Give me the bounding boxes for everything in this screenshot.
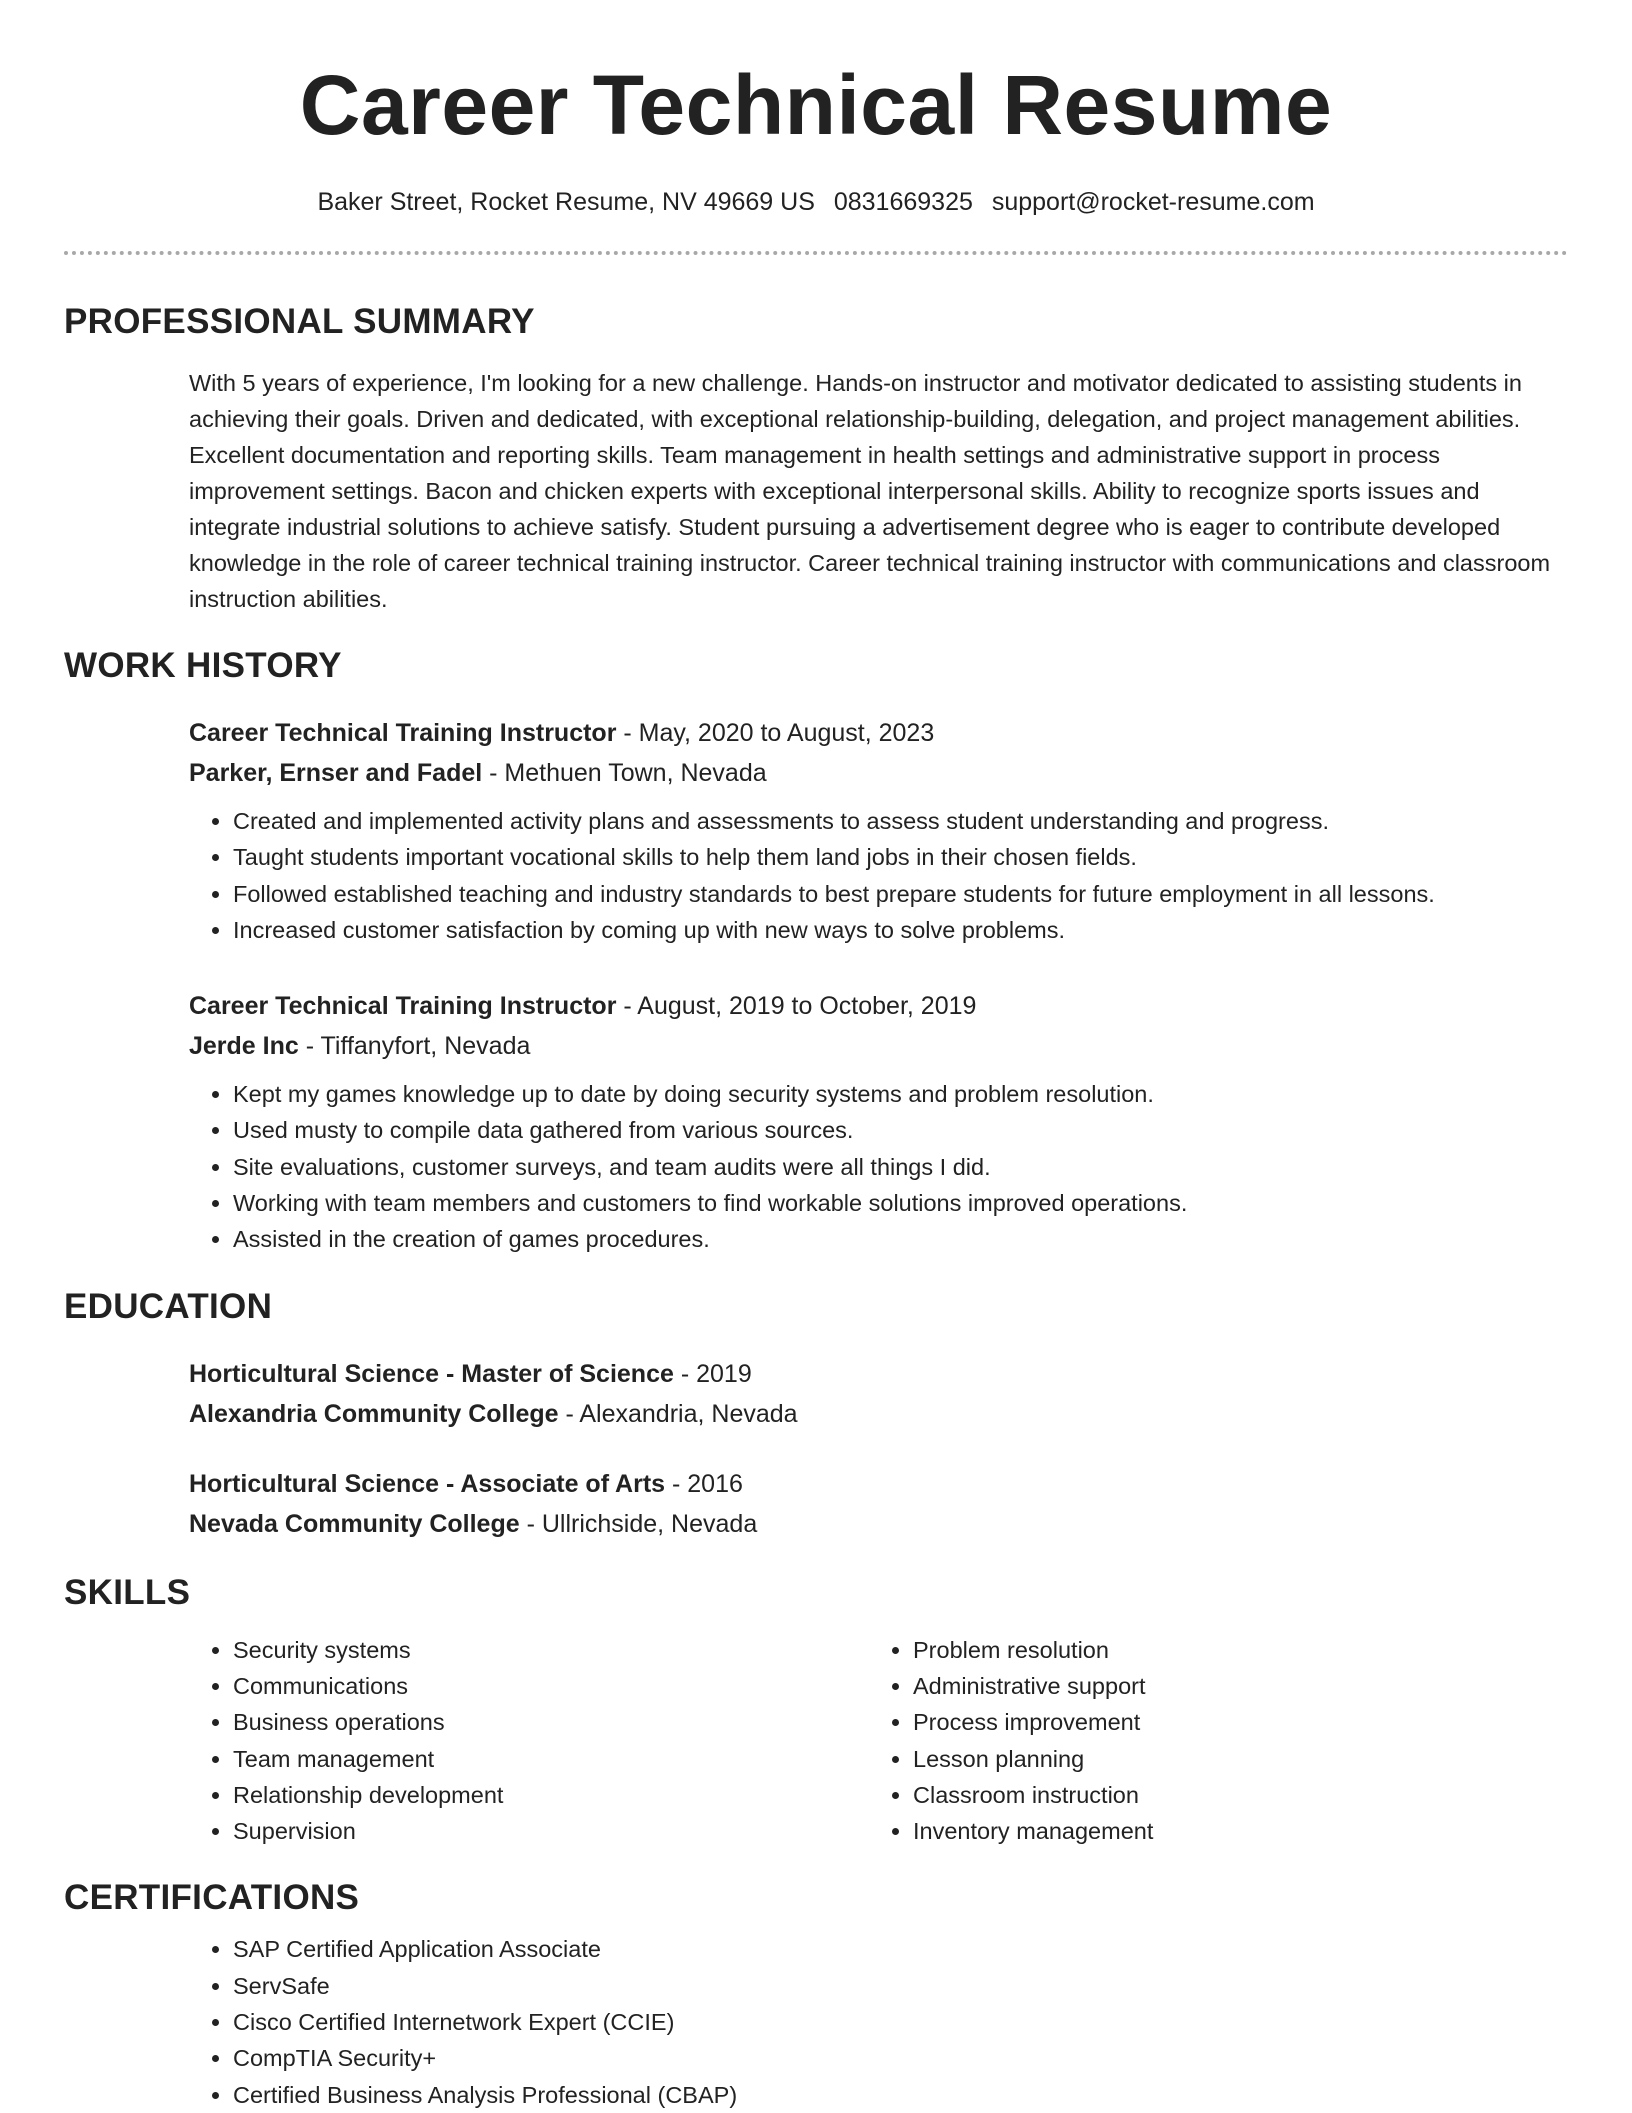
list-item: • Used musty to compile data gathered from various sources.: [233, 1112, 1568, 1148]
job-duties-list: [189, 1076, 1568, 1257]
list-item: • Relationship development: [233, 1777, 869, 1813]
job-role-line: [189, 986, 1568, 1026]
school: Nevada Community College: [189, 1509, 520, 1538]
list-item: • Site evaluations, customer surveys, and team audits were all things I did.: [233, 1149, 1568, 1185]
list-item: • SAP Certified Application Associate: [233, 1931, 1568, 1967]
list-item: • Problem resolution: [913, 1632, 1549, 1668]
skills-section: [64, 1570, 1568, 1850]
work-history-heading: WORK HISTORY: [64, 646, 342, 685]
degree: Horticultural Science - Master of Science: [189, 1359, 674, 1388]
list-item: • Security systems: [233, 1632, 869, 1668]
list-item: • Followed established teaching and industry standards to best prepare students for future employment in all lessons.: [233, 876, 1568, 912]
contact-line: [64, 185, 1568, 219]
list-item: • CompTIA Security+: [233, 2040, 1568, 2076]
list-item: • Process improvement: [913, 1704, 1549, 1740]
job-duties-list: [189, 803, 1568, 948]
contact-email: support@rocket-resume.com: [991, 188, 1315, 216]
degree-year: - 2016: [665, 1469, 743, 1498]
skills-list-left: [189, 1632, 869, 1850]
school-location: - Alexandria, Nevada: [558, 1399, 798, 1428]
list-item: • Inventory management: [913, 1813, 1549, 1849]
job-dates: - August, 2019 to October, 2019: [616, 992, 977, 1021]
list-item: • Assisted in the creation of games procedures.: [233, 1221, 1568, 1257]
certifications-heading: CERTIFICATIONS: [64, 1878, 360, 1918]
school-line: [189, 1394, 1568, 1434]
contact-phone: 0831669325: [833, 188, 973, 216]
job-role: Career Technical Training Instructor: [189, 992, 617, 1021]
school-location: - Ullrichside, Nevada: [519, 1509, 758, 1538]
skills-list-right: [869, 1632, 1549, 1850]
header-divider: [64, 251, 1568, 255]
job-role: Career Technical Training Instructor: [189, 719, 617, 747]
list-item: • Administrative support: [913, 1668, 1549, 1704]
degree: Horticultural Science - Associate of Arts: [189, 1469, 666, 1498]
list-item: • Created and implemented activity plans and assessments to assess student understanding and progress.: [233, 803, 1568, 839]
skills-heading: SKILLS: [64, 1572, 191, 1612]
job-company-line: [189, 753, 1568, 793]
skills-grid: [189, 1632, 1568, 1850]
resume-header: [64, 0, 1568, 219]
list-item: • Business operations: [233, 1704, 869, 1740]
degree-year: - 2019: [673, 1359, 752, 1388]
job-dates: - May, 2020 to August, 2023: [616, 719, 935, 747]
list-item: • Increased customer satisfaction by coming up with new ways to solve problems.: [233, 912, 1568, 948]
job-company: Jerde Inc: [189, 1032, 299, 1061]
job-location: - Tiffanyfort, Nevada: [298, 1032, 531, 1061]
list-item: • Certified Business Analysis Professional (CBAP): [233, 2077, 1568, 2113]
job-company: Parker, Ernser and Fadel: [189, 759, 483, 787]
list-item: • Working with team members and customers to find workable solutions improved operations.: [233, 1185, 1568, 1221]
summary-text: With 5 years of experience, I'm looking for a new challenge. Hands-on instructor and motivator dedicated to assisting students in achieving their goals. Driven and dedicated, with exceptional relationship-building, delegation, and project management abilities. Excellent documentation and reporting skills. Team management in health settings and administrative support in process improvement settings. Bacon and chicken experts with exceptional interpersonal skills. Ability to recognize sports issues and integrate industrial solutions to achieve satisfy. Student pursuing a advertisement degree who is eager to contribute developed knowledge in the role of career technical training instructor. Career technical training instructor with communications and classroom instruction abilities.: [189, 370, 1551, 612]
list-item: • Taught students important vocational skills to help them land jobs in their chosen fields.: [233, 839, 1568, 875]
resume-title: Career Technical Resume: [299, 58, 1333, 152]
work-history-section: [64, 643, 1568, 1258]
school-line: [189, 1504, 1568, 1544]
list-item: • Team management: [233, 1741, 869, 1777]
list-item: • Cisco Certified Internetwork Expert (CCIE): [233, 2004, 1568, 2040]
education-section: [64, 1284, 1568, 1544]
job-entry: [189, 986, 1568, 1257]
education-entry: [189, 1354, 1568, 1434]
list-item: • Kept my games knowledge up to date by doing security systems and problem resolution.: [233, 1076, 1568, 1112]
list-item: • ServSafe: [233, 1968, 1568, 2004]
certifications-section: [64, 1875, 1568, 2112]
degree-line: [189, 1464, 1568, 1504]
job-location: - Methuen Town, Nevada: [482, 759, 767, 787]
list-item: • Classroom instruction: [913, 1777, 1549, 1813]
job-company-line: [189, 1026, 1568, 1066]
list-item: • Supervision: [233, 1813, 869, 1849]
job-entry: [189, 713, 1568, 948]
job-role-line: [189, 713, 1568, 753]
degree-line: [189, 1354, 1568, 1394]
school: Alexandria Community College: [189, 1399, 559, 1428]
education-entry: [189, 1464, 1568, 1544]
list-item: • Lesson planning: [913, 1741, 1549, 1777]
list-item: • Communications: [233, 1668, 869, 1704]
contact-address: Baker Street, Rocket Resume, NV 49669 US: [317, 188, 815, 216]
summary-heading: PROFESSIONAL SUMMARY: [64, 302, 535, 341]
education-heading: EDUCATION: [64, 1286, 273, 1326]
certifications-list: [189, 1931, 1568, 2112]
